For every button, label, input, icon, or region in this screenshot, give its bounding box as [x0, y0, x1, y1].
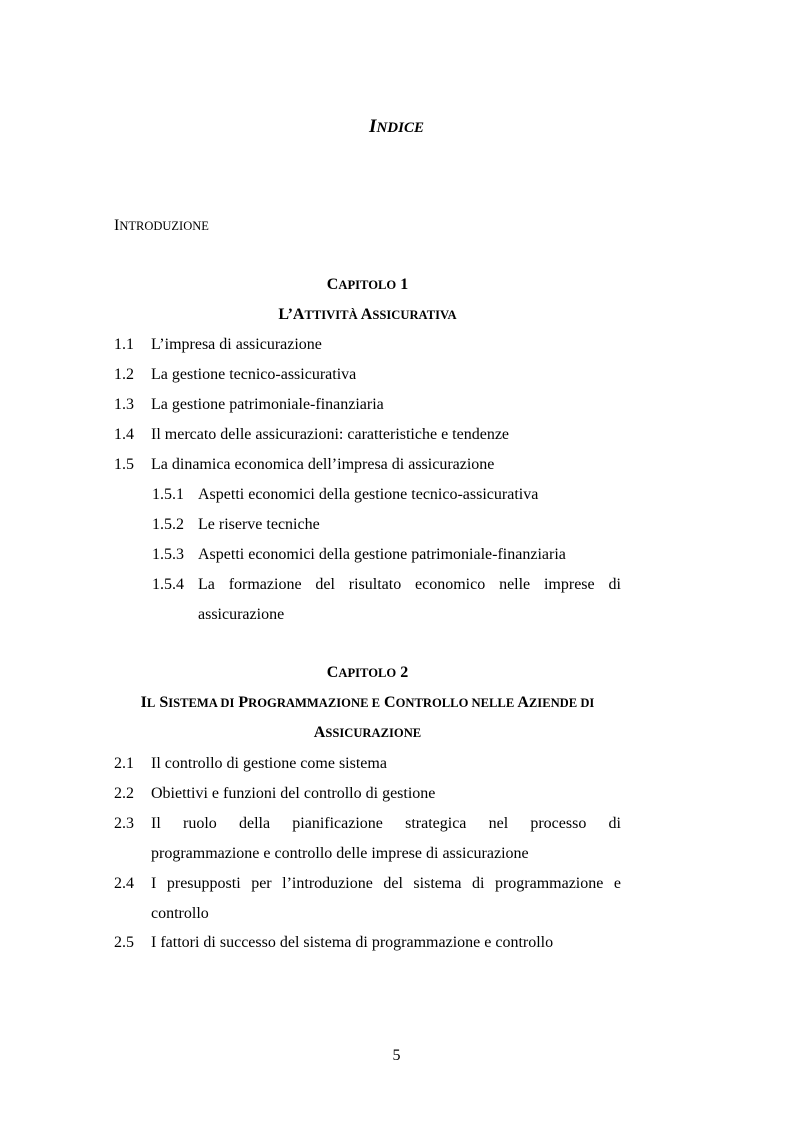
chapter-2-label: CAPITOLO 2: [326, 664, 409, 681]
introduction-entry: INTRODUZIONE: [114, 217, 209, 234]
toc-entry-2-4-continued: controllo: [151, 905, 209, 922]
toc-entry-1-2: 1.2 La gestione tecnico-assicurativa: [114, 366, 357, 383]
chapter-2-title-line-2: ASSICURAZIONE: [313, 724, 422, 741]
toc-entry-1-3: 1.3 La gestione patrimoniale-finanziaria: [114, 396, 384, 413]
toc-entry-1-5-1: 1.5.1 Aspetti economici della gestione tecnico-assicurativa: [152, 486, 539, 503]
toc-entry-1-5-3: 1.5.3 Aspetti economici della gestione patrimoniale-finanziaria: [152, 546, 566, 563]
page-title: INDICE: [369, 116, 424, 137]
chapter-1-title: L’ATTIVITÀ ASSICURATIVA: [278, 306, 457, 323]
toc-entry-1-5: 1.5 La dinamica economica dell’impresa di assicurazione: [114, 456, 495, 473]
toc-entry-2-5: 2.5 I fattori di successo del sistema di programmazione e controllo: [114, 934, 554, 951]
toc-entry-2-3: 2.3 Il ruolo della pianificazione strategica nel processo di: [114, 815, 621, 832]
toc-entry-1-5-4: 1.5.4 La formazione del risultato economico nelle imprese di: [152, 576, 621, 593]
toc-entry-1-1: 1.1 L’impresa di assicurazione: [114, 336, 322, 353]
toc-entry-1-4: 1.4 Il mercato delle assicurazioni: caratteristiche e tendenze: [114, 426, 510, 443]
toc-entry-2-2: 2.2 Obiettivi e funzioni del controllo di gestione: [114, 785, 436, 802]
toc-entry-2-1: 2.1 Il controllo di gestione come sistema: [114, 755, 387, 772]
toc-entry-1-5-4-continued: assicurazione: [198, 606, 285, 623]
toc-entry-1-5-2: 1.5.2 Le riserve tecniche: [152, 516, 320, 533]
toc-entry-2-4: 2.4 I presupposti per l’introduzione del sistema di programmazione e: [114, 875, 621, 892]
page-number: 5: [392, 1047, 401, 1064]
chapter-2-title-line-1: IL SISTEMA DI PROGRAMMAZIONE E CONTROLLO NELLE AZIENDE DI: [140, 694, 595, 711]
chapter-1-label: CAPITOLO 1: [326, 276, 409, 293]
toc-entry-2-3-continued: programmazione e controllo delle imprese di assicurazione: [151, 845, 529, 862]
